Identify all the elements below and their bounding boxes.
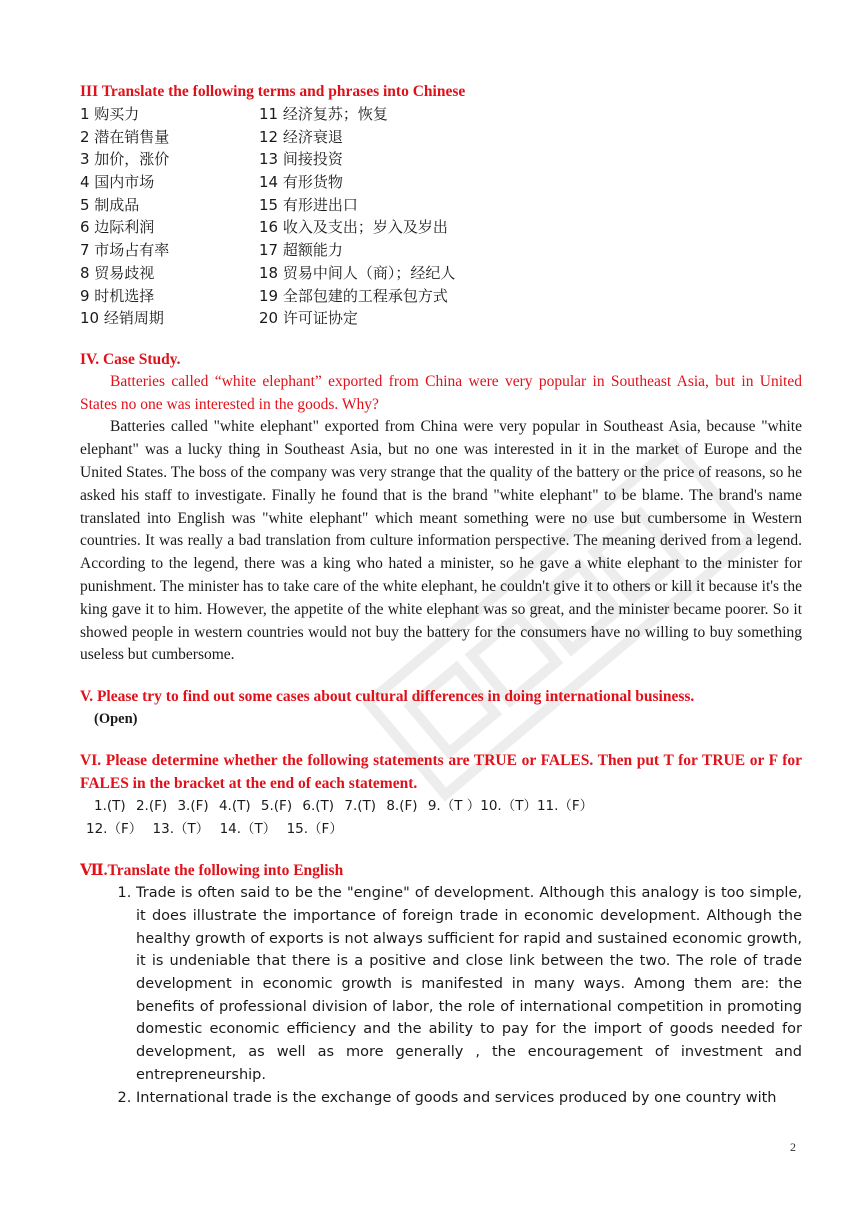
list-item: 2. International trade is the exchange of goods and services produced by one country with bbox=[136, 1087, 802, 1110]
answer-item: 14.（T） bbox=[219, 821, 277, 838]
answer-item: 5.(F) bbox=[260, 798, 293, 815]
answer-item: 12.（F） bbox=[86, 821, 143, 838]
term-left: 5 制成品 bbox=[80, 195, 140, 214]
term-row bbox=[80, 148, 802, 171]
answer-item: 15.（F） bbox=[286, 821, 343, 838]
term-left: 6 边际利润 bbox=[80, 218, 155, 237]
term-left: 10 经销周期 bbox=[80, 309, 164, 328]
term-left: 3 加价，涨价 bbox=[80, 150, 170, 169]
answers-line-1 bbox=[80, 795, 802, 818]
term-right: 20 许可证协定 bbox=[259, 309, 358, 328]
term-right: 12 经济衰退 bbox=[259, 127, 343, 146]
term-left: 1 购买力 bbox=[80, 105, 140, 123]
answer-item: 9.（T ）10.（T）11.（F） bbox=[427, 798, 594, 815]
terms-list bbox=[80, 103, 802, 330]
term-left: 8 贸易歧视 bbox=[80, 263, 155, 282]
term-right: 11 经济复苏；恢复 bbox=[259, 105, 388, 123]
answer-item: 13.（T） bbox=[152, 821, 210, 838]
term-row bbox=[80, 239, 802, 262]
term-left: 2 潜在销售量 bbox=[80, 127, 170, 146]
answers-line-2 bbox=[80, 818, 802, 841]
term-right: 13 间接投资 bbox=[259, 150, 343, 169]
document-page bbox=[80, 80, 802, 1109]
section-4-title: IV. Case Study. bbox=[80, 350, 181, 368]
term-left: 9 时机选择 bbox=[80, 286, 155, 305]
term-row bbox=[80, 194, 802, 217]
answer-item: 8.(F) bbox=[386, 798, 418, 815]
section-6-title: VI. Please determine whether the following statements are TRUE or FALES. Then put T for TRUE or F for FALES in the bracket at the end of each statement. bbox=[80, 752, 802, 793]
case-answer: Batteries called "white elephant" exported from China were very popular in Southeast Asia, because "white elephant" was a lucky thing in Southeast Asia, but no one was interested in it in the market of Europe and the United States. The boss of the company was very strange that the quality of the battery or the price of reasons, so he asked his staff to investigate. Finally he found that is the brand "white elephant" to be blame. The brand's name translated into English was "white elephant" which meant something were no use but cumbersome in Western countries. It was really a bad translation from culture information perspective. The meaning derived from a legend. According to the legend, there was a king who hated a minister, so he gave a white elephant to the minister for punishment. The minister has to take care of the white elephant, he couldn't give it to others or kill it because it's the king gave it to him. However, the appetite of the white elephant was so great, and the minister became poorer. So it showed people in western countries would not buy the battery for the consumers have no willing to buy something useless but cumbersome. bbox=[80, 418, 802, 664]
section-5-note: (Open) bbox=[94, 711, 138, 728]
answer-item: 2.(F) bbox=[135, 798, 168, 815]
list-item: 1. Trade is often said to be the "engine" of development. Although this analogy is too simple, it does illustrate the importance of foreign trade in economic development. Although the healthy growth of exports is not always sufficient for rapid and sustained economic growth, it is undeniable that there is a positive and close link between the two. The role of trade development in economic growth is manifested in many ways. Among them are: the benefits of professional division of labor, the role of international competition in promoting domestic economic efficiency and the ability to pay for the import of goods needed for development, as well as more generally , the encouragement of investment and entrepreneurship. bbox=[136, 882, 802, 1086]
answer-item: 4.(T) bbox=[218, 798, 251, 815]
term-right: 17 超额能力 bbox=[259, 241, 343, 260]
term-row bbox=[80, 103, 802, 126]
term-left: 4 国内市场 bbox=[80, 173, 155, 192]
translation-list bbox=[80, 882, 802, 1109]
answer-item: 7.(T) bbox=[344, 798, 377, 815]
section-3-title: III Translate the following terms and phrases into Chinese bbox=[80, 83, 466, 100]
answer-item: 1.(T) bbox=[94, 798, 126, 815]
section-5-title: V. Please try to find out some cases about cultural differences in doing international business. bbox=[80, 688, 695, 706]
term-left: 7 市场占有率 bbox=[80, 241, 170, 260]
section-7-title: Ⅶ.Translate the following into English bbox=[80, 862, 344, 880]
term-right: 18 贸易中间人（商）；经纪人 bbox=[259, 263, 456, 282]
term-row bbox=[80, 216, 802, 239]
term-right: 19 全部包建的工程承包方式 bbox=[259, 286, 448, 305]
answer-item: 3.(F) bbox=[177, 798, 209, 815]
term-right: 15 有形进出口 bbox=[259, 195, 358, 214]
term-right: 16 收入及支出；岁入及岁出 bbox=[259, 218, 448, 237]
answer-item: 6.(T) bbox=[302, 798, 335, 815]
term-row bbox=[80, 285, 802, 308]
case-question: Batteries called “white elephant” exported from China were very popular in Southeast Asia, but in United States no one was interested in the goods. Why? bbox=[80, 372, 802, 413]
term-row bbox=[80, 171, 802, 194]
term-right: 14 有形货物 bbox=[259, 173, 343, 192]
term-row bbox=[80, 307, 802, 330]
term-row bbox=[80, 262, 802, 285]
term-row bbox=[80, 126, 802, 149]
page-number: 2 bbox=[790, 1140, 796, 1154]
